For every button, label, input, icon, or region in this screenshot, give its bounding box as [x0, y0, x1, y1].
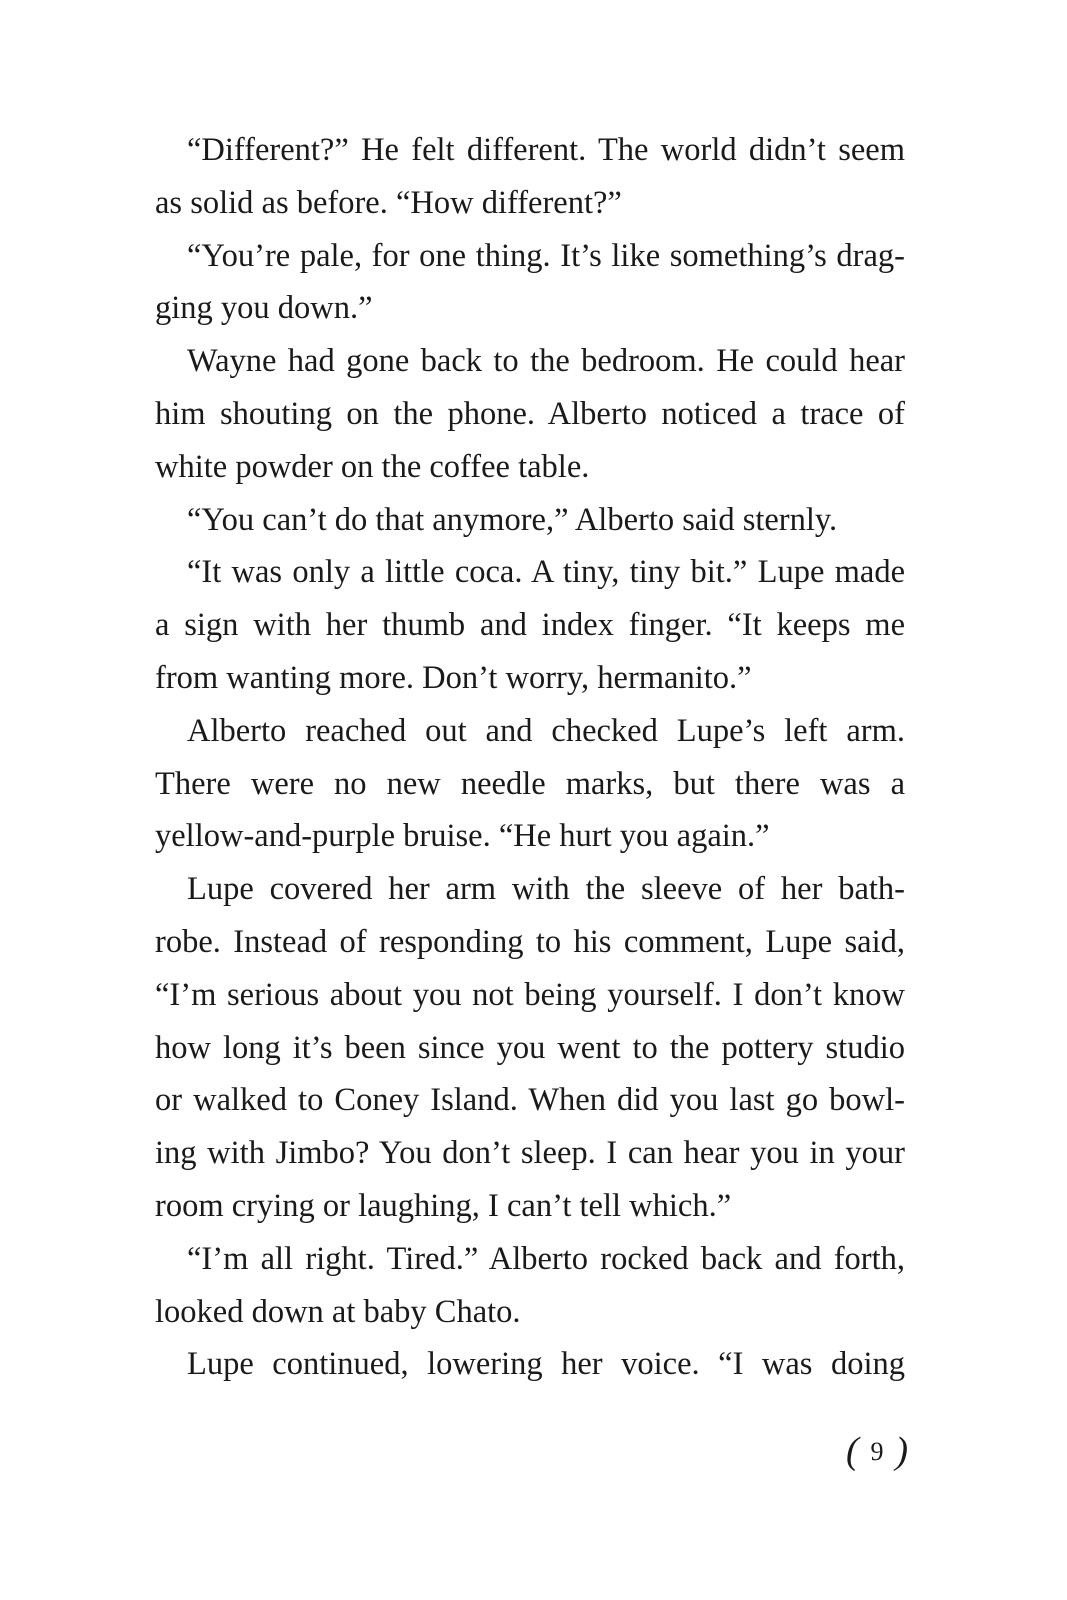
- text-line: “You can’t do that anymore,” Alberto said sternly.: [187, 501, 838, 538]
- text-line: There were no new needle marks, but there was a: [155, 765, 905, 802]
- text-line: a sign with her thumb and index finger. “It keeps me: [155, 607, 905, 644]
- text-line: ing with Jimbo? You don’t sleep. I can hear you in your: [155, 1135, 905, 1172]
- text-line: Lupe continued, lowering her voice. “I was doing: [187, 1346, 905, 1383]
- text-line: Lupe covered her arm with the sleeve of her bath-: [187, 871, 905, 908]
- page-number: [846, 1426, 908, 1476]
- text-line: room crying or laughing, I can’t tell which.”: [155, 1187, 732, 1224]
- text-line: Alberto reached out and checked Lupe’s left arm.: [187, 712, 905, 749]
- text-line: ging you down.”: [155, 290, 373, 327]
- text-line: as solid as before. “How different?”: [155, 184, 622, 221]
- text-line: “It was only a little coca. A tiny, tiny bit.” Lupe made: [187, 554, 905, 591]
- text-line: yellow-and-purple bruise. “He hurt you again.”: [155, 818, 770, 855]
- text-line: “You’re pale, for one thing. It’s like something’s drag-: [187, 237, 905, 274]
- text-line: “I’m serious about you not being yourself. I don’t know: [155, 976, 905, 1013]
- text-line: or walked to Coney Island. When did you last go bowl-: [155, 1082, 905, 1119]
- page-number-open-paren: (: [846, 1430, 859, 1472]
- text-line: robe. Instead of responding to his comment, Lupe said,: [155, 923, 905, 960]
- text-line: “I’m all right. Tired.” Alberto rocked back and forth,: [187, 1240, 905, 1277]
- text-line: white powder on the coffee table.: [155, 448, 590, 485]
- body-text: [155, 124, 905, 1391]
- page-number-close-paren: ): [895, 1430, 908, 1472]
- text-line: from wanting more. Don’t worry, hermanito.”: [155, 659, 752, 696]
- text-line: him shouting on the phone. Alberto noticed a trace of: [155, 395, 905, 432]
- text-line: looked down at baby Chato.: [155, 1293, 521, 1330]
- text-line: “Different?” He felt different. The world didn’t seem: [187, 132, 905, 168]
- text-line: how long it’s been since you went to the pottery studio: [155, 1029, 905, 1066]
- text-line: Wayne had gone back to the bedroom. He could hear: [187, 343, 905, 380]
- page-number-value: 9: [870, 1437, 884, 1466]
